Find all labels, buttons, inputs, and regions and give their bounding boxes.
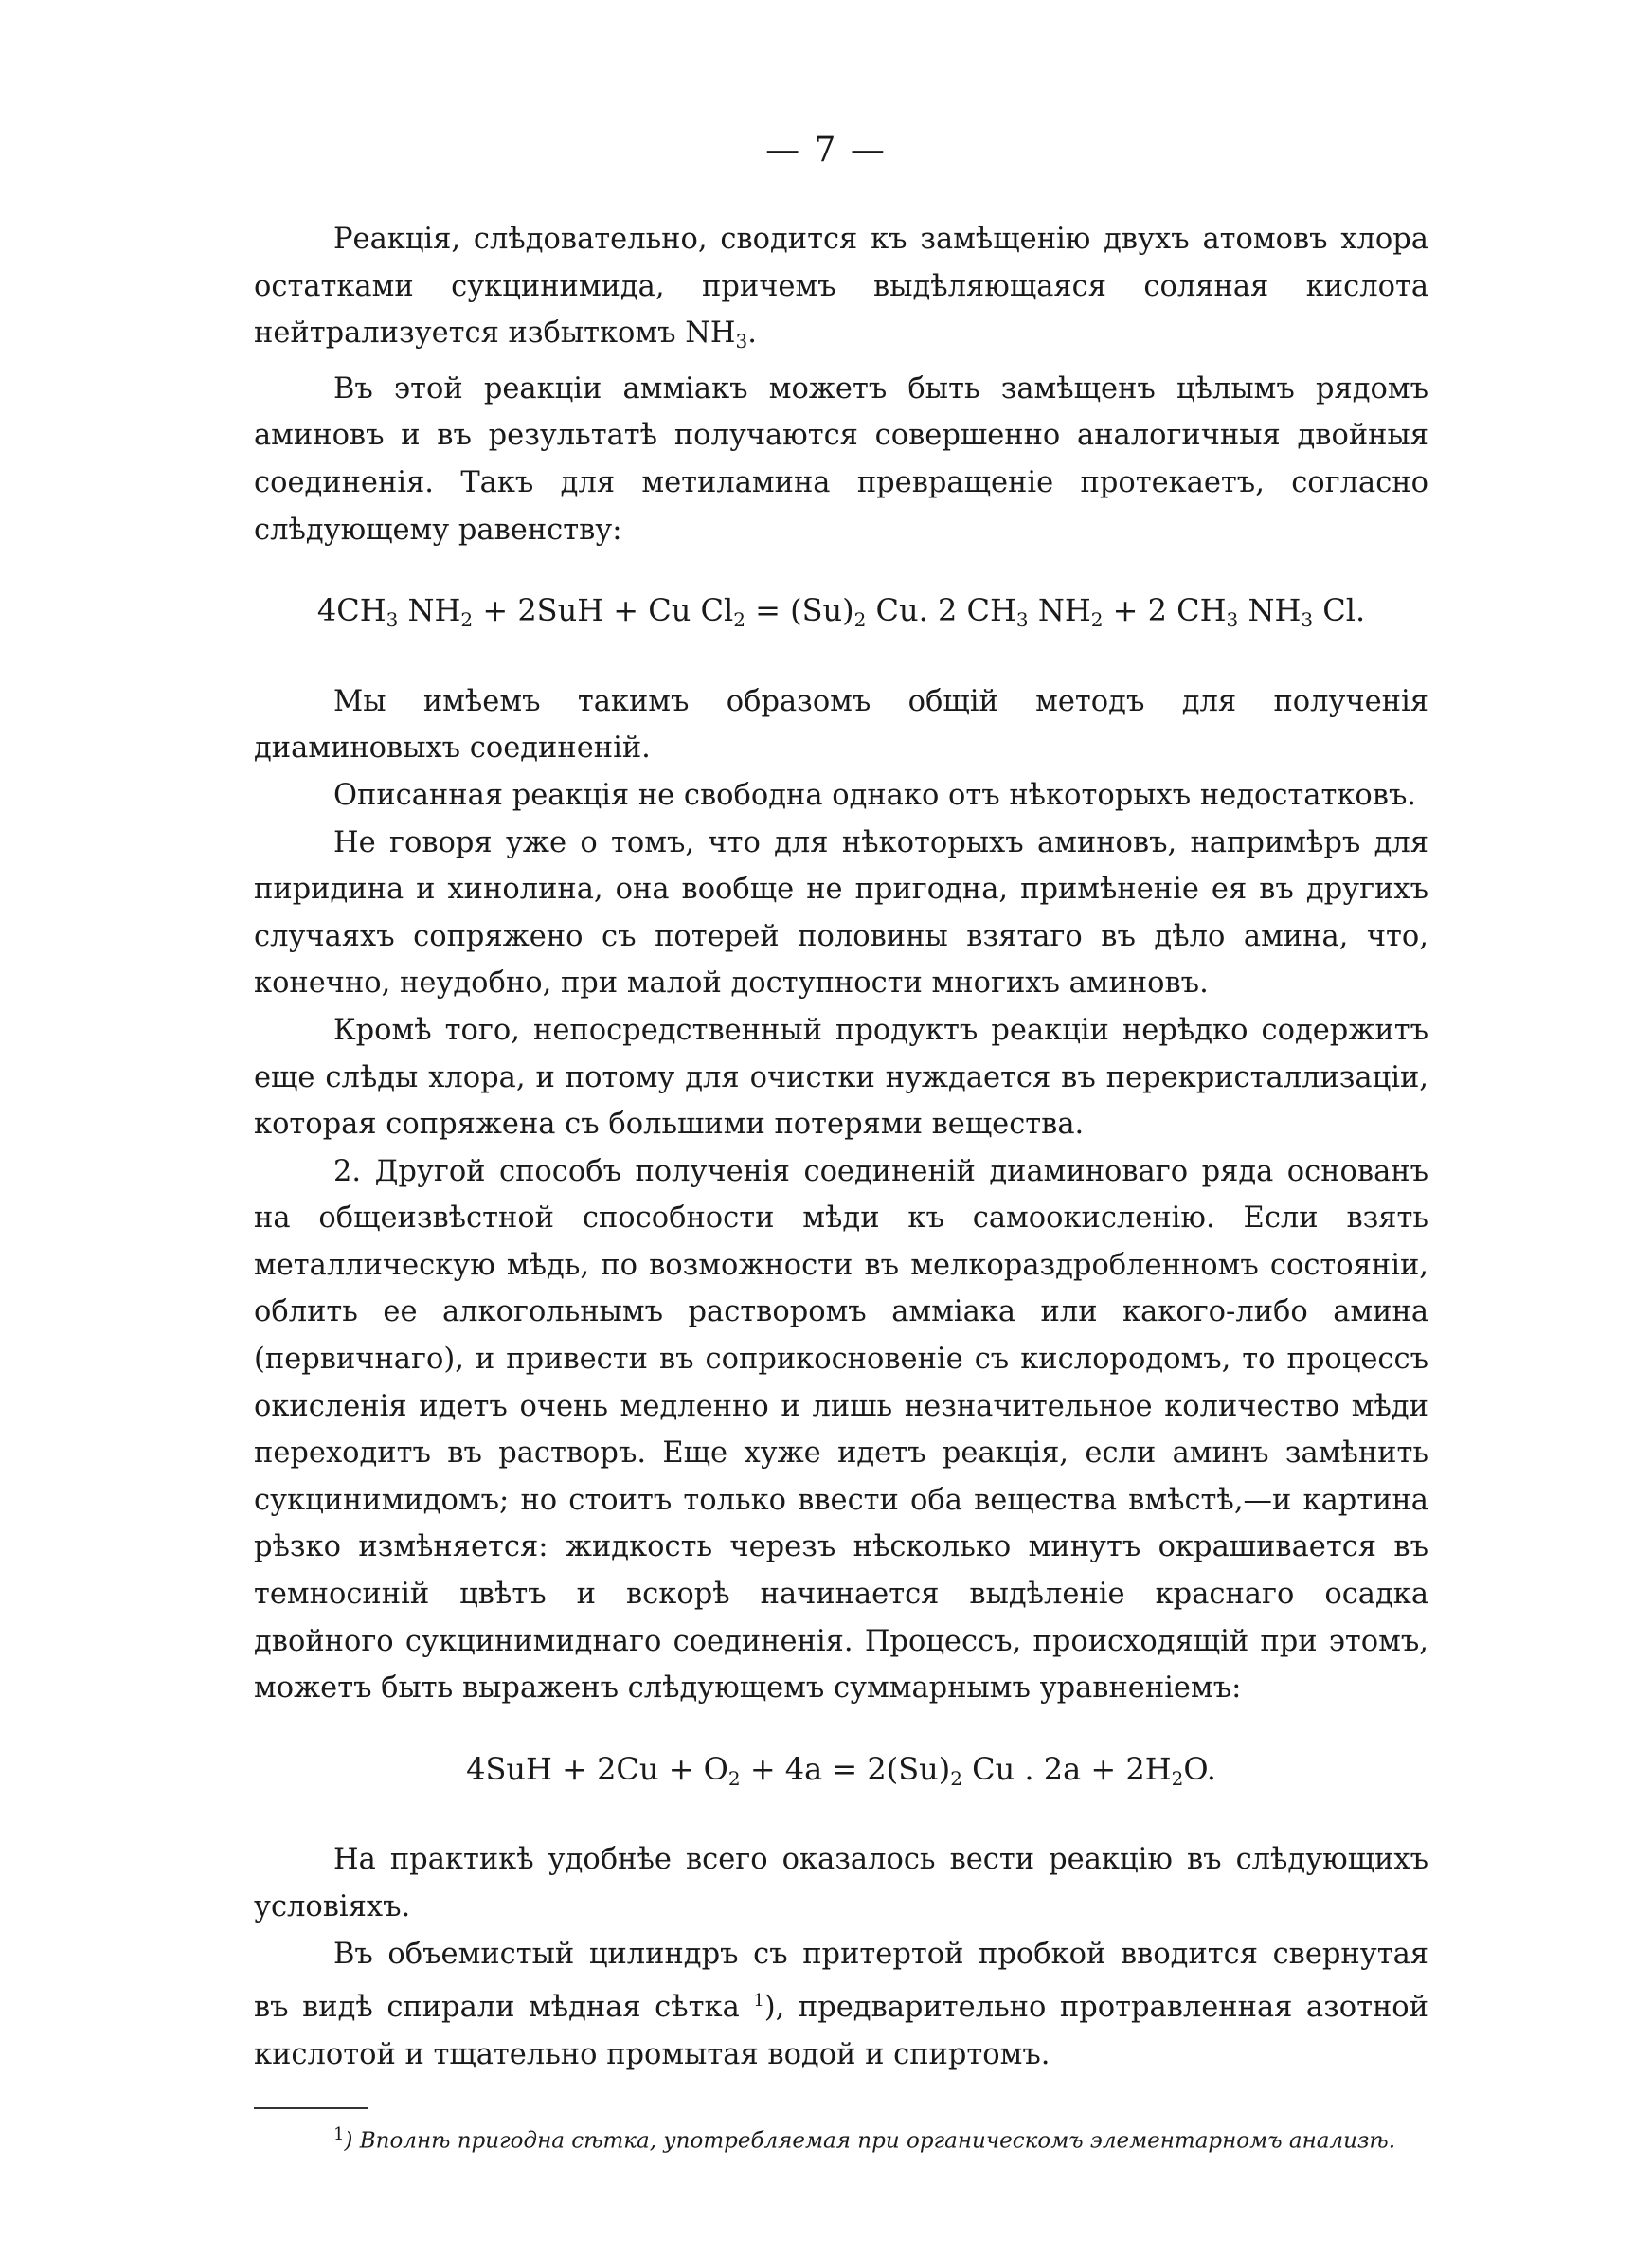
paragraph-2: Въ этой реакціи амміакъ можетъ быть замѣщенъ цѣлымъ рядомъ аминовъ и въ результатѣ получаются совершенно аналогичныя двойныя соединенія. Такъ для метиламина превращеніе протекаетъ, согласно слѣдующему равенству:: [254, 371, 1428, 547]
footnote-text: ) Вполнѣ пригодна сѣтка, употребляемая при органическомъ элементарномъ анализѣ.: [344, 2128, 1396, 2154]
footnote-marker: 1: [333, 2124, 345, 2144]
paragraph-8: На практикѣ удобнѣе всего оказалось вести реакцію въ слѣдующихъ условіяхъ.: [254, 1843, 1428, 1923]
body-text: [254, 216, 1428, 2079]
formula-methylamine: $4CH_3$ $NH_2 + 2SuH + Cu$ $Cl_2 = (Su)_2$ Cu. 2 $CH_3$ $NH_2 + 2$ $CH_3$ $NH_3$ Cl.: [316, 592, 1366, 632]
paragraph-5: Не говоря уже о томъ, что для нѣкоторыхъ аминовъ, напримѣръ для пиридина и хинолина, она вообще не пригодна, примѣненіе ея въ другихъ случаяхъ сопряжено съ потерей половины взятаго въ дѣло амина, что, конечно, неудобно, при малой доступности многихъ аминовъ.: [254, 825, 1428, 1001]
footnote-reference[interactable]: 1: [753, 1991, 764, 2012]
paragraph-7: 2. Другой способъ полученія соединеній диаминоваго ряда основанъ на общеизвѣстной способности мѣди къ самоокисленію. Если взять металлическую мѣдь, по возможности въ мелкораздробленномъ состояніи, облить ее алкогольнымъ растворомъ амміака или какого-либо амина (первичнаго), и привести въ соприкосновеніе съ кислородомъ, то процессъ окисленія идетъ очень медленно и лишь незначительное количество мѣди переходитъ въ растворъ. Еще хуже идетъ реакція, если аминъ замѣнить сукцинимидомъ; но стоитъ только ввести оба вещества вмѣстѣ,—и картина рѣзко измѣняется: жидкость черезъ нѣсколько минутъ окрашивается въ темносиній цвѣтъ и вскорѣ начинается выдѣленіе краснаго осадка двойного сукцинимиднаго соединенія. Процессъ, происходящій при этомъ, можетъ быть выраженъ слѣдующемъ суммарнымъ уравненіемъ:: [254, 1154, 1428, 1706]
paragraph-1: Реакція, слѣдовательно, сводится къ замѣщенію двухъ атомовъ хлора остатками сукцинимида, причемъ выдѣляющаяся соляная кислота нейтрализуется избыткомъ $NH_3$.: [254, 223, 1428, 353]
footnote: [254, 2119, 1428, 2158]
paragraph-3: Мы имѣемъ такимъ образомъ общій методъ для полученія диаминовыхъ соединеній.: [254, 684, 1428, 766]
paragraph-4: Описанная реакція не свободна однако отъ нѣкоторыхъ недостатковъ.: [333, 778, 1417, 812]
paragraph-9: Въ объемистый цилиндръ съ притертой пробкой вводится свернутая въ видѣ спирали мѣдная сѣтка $^1$), предварительно протравленная азотной кислотой и тщательно промытая водой и спиртомъ.: [254, 1937, 1428, 2071]
page-number: — 7 —: [765, 131, 887, 170]
formula-oxidation: $4SuH + 2Cu + O_2 + 4a = 2(Su)_2$ Cu . $2a + 2H_2O$.: [466, 1750, 1216, 1790]
footnote-divider: [254, 2107, 368, 2109]
paragraph-6: Кромѣ того, непосредственный продуктъ реакціи нерѣдко содержитъ еще слѣды хлора, и потому для очистки нуждается въ перекристаллизаціи, которая сопряжена съ большими потерями вещества.: [254, 1013, 1428, 1142]
